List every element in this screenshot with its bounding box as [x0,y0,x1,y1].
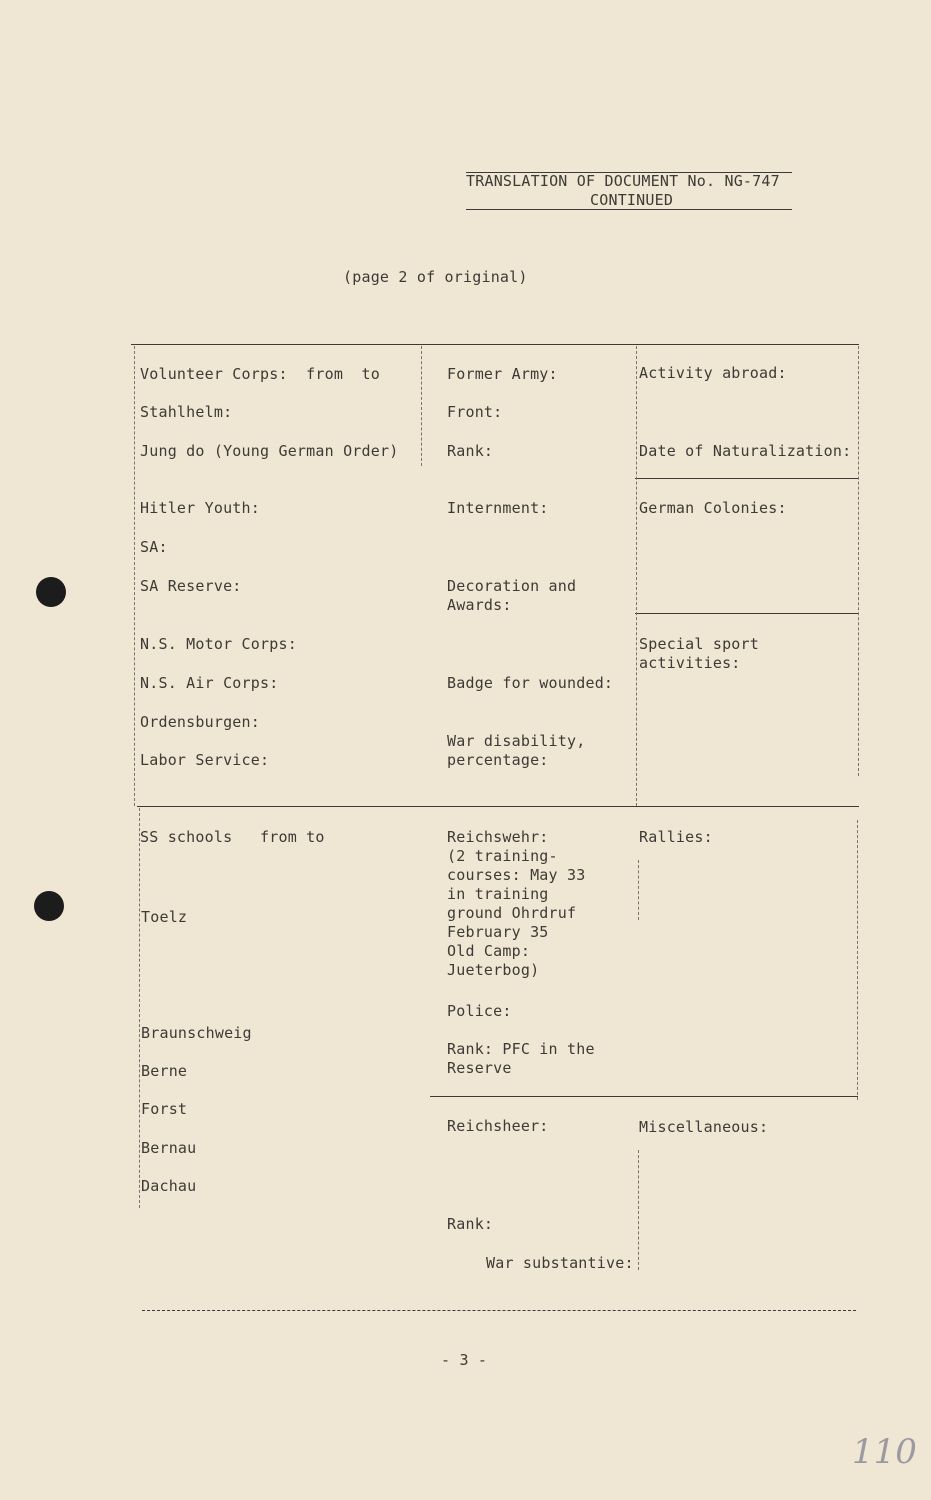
badge-wounded-label: Badge for wounded: [447,674,614,692]
ss-schools-label: SS schools from to [140,828,325,846]
reichsheer-rank-label: Rank: [447,1215,494,1233]
school-item: Forst [141,1100,188,1118]
police-rank-label: Rank: PFC in the Reserve [447,1040,595,1077]
col23-rule [430,1096,858,1097]
labor-service-label: Labor Service: [140,751,270,769]
reichsheer-label: Reichsheer: [447,1117,549,1135]
rallies-label: Rallies: [639,828,713,846]
sa-reserve-label: SA Reserve: [140,577,242,595]
col-divider-2 [636,346,637,806]
naturalization-label: Date of Naturalization: [639,442,852,460]
war-substantive-label: War substantive: [486,1254,634,1272]
school-item: Braunschweig [141,1024,252,1042]
police-label: Police: [447,1002,512,1020]
col3-rule-1 [635,478,859,479]
miscellaneous-label: Miscellaneous: [639,1118,769,1136]
former-army-label: Former Army: [447,365,558,383]
ns-air-corps-label: N.S. Air Corps: [140,674,279,692]
front-label: Front: [447,403,503,421]
header-bottom-rule [466,209,792,210]
document-title: TRANSLATION OF DOCUMENT No. NG-747 [466,172,780,190]
table-middle-rule [137,806,859,807]
school-item: Bernau [141,1139,197,1157]
handwritten-number: 110 [852,1432,917,1472]
col-divider-2-bottom [638,1150,639,1270]
volunteer-corps-label: Volunteer Corps: from to [140,365,380,383]
col-divider-2-lower [638,860,639,920]
punch-hole-bottom [34,891,64,921]
table-left-border-lower [139,808,140,1208]
page-note: (page 2 of original) [343,268,528,286]
col3-rule-2 [635,613,859,614]
rank-label: Rank: [447,442,494,460]
jungdo-label: Jung do (Young German Order) [140,442,399,460]
stahlhelm-label: Stahlhelm: [140,403,233,421]
war-disability-label: War disability, percentage: [447,732,586,769]
ns-motor-corps-label: N.S. Motor Corps: [140,635,297,653]
table-top-rule [131,344,859,345]
table-right-border [858,346,859,776]
school-item: Berne [141,1062,188,1080]
punch-hole-top [36,577,66,607]
page-number: - 3 - [441,1351,488,1369]
table-right-border-lower [857,820,858,1100]
activity-abroad-label: Activity abroad: [639,364,787,382]
special-sport-label: Special sport activities: [639,635,759,672]
reichswehr-label: Reichswehr: (2 training- courses: May 33 in training ground Ohrdruf February 35 Old Camp: Jueterbog) [447,828,586,979]
col-divider-1 [421,346,422,466]
internment-label: Internment: [447,499,549,517]
school-item: Dachau [141,1177,197,1195]
table-left-border [134,346,135,806]
hitler-youth-label: Hitler Youth: [140,499,260,517]
sa-label: SA: [140,538,168,556]
decoration-label: Decoration and Awards: [447,577,577,614]
german-colonies-label: German Colonies: [639,499,787,517]
ordensburgen-label: Ordensburgen: [140,713,260,731]
document-subtitle: CONTINUED [590,191,674,209]
table-bottom-rule [142,1310,856,1311]
school-item: Toelz [141,908,188,926]
